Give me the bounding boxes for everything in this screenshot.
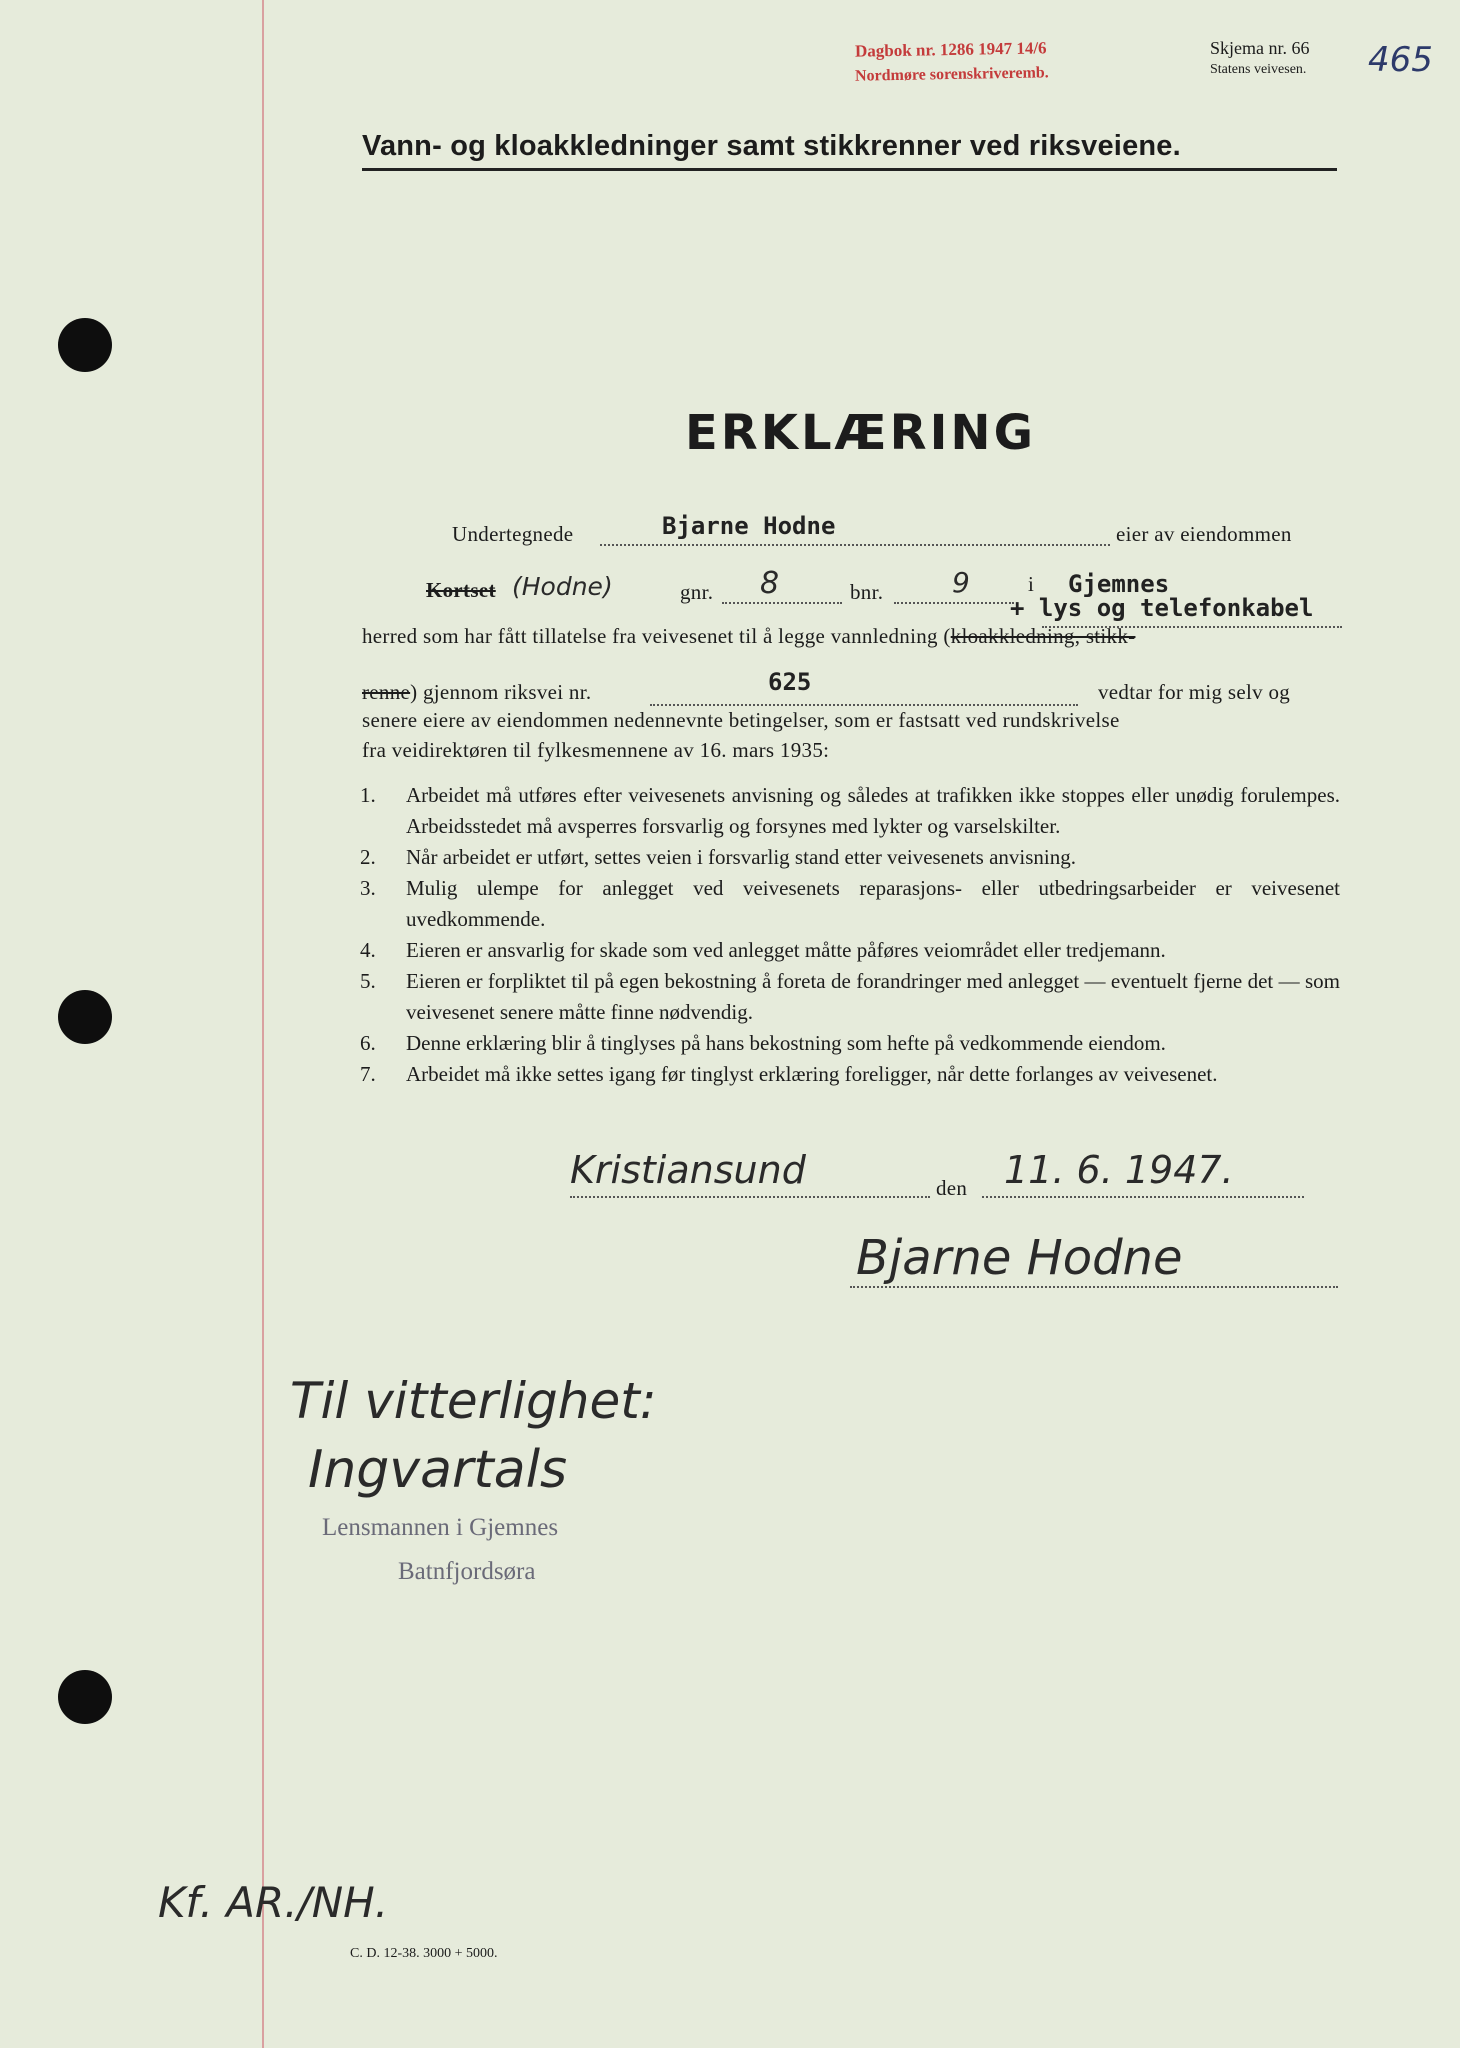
registry-stamp-line2: Nordmøre sorenskriveremb.	[854, 64, 1049, 85]
property-hand: (Hodne)	[512, 572, 613, 601]
term-number: 7.	[360, 1062, 376, 1086]
margin-line	[262, 0, 264, 2048]
eier-label: eier av eiendommen	[1116, 522, 1292, 546]
term-number: 4.	[360, 938, 376, 962]
print-code: C. D. 12-38. 3000 + 5000.	[350, 1946, 498, 1961]
municipality: Gjemnes	[1068, 570, 1170, 598]
place-fill	[570, 1196, 930, 1198]
gnr-label: gnr.	[680, 580, 714, 604]
page-title: ERKLÆRING	[685, 405, 1036, 461]
initials: Kf. AR./NH.	[158, 1878, 389, 1927]
term-number: 2.	[360, 845, 376, 869]
fra-line: fra veidirektøren til fylkesmennene av 16. mars 1935:	[362, 738, 830, 762]
gnr-fill	[722, 602, 842, 604]
senere-line: senere eiere av eiendommen nedennevnte betingelser, som er fastsatt ved rundskrivelse	[362, 708, 1120, 732]
lensmann-stamp-line2: Batnfjordsøra	[398, 1558, 536, 1585]
term-number: 3.	[360, 876, 376, 900]
form-agency: Statens veivesen.	[1210, 62, 1307, 77]
punch-hole	[58, 318, 112, 372]
term-item	[360, 1059, 1340, 1090]
road-number: 625	[768, 668, 812, 696]
date-fill	[982, 1196, 1304, 1198]
term-text: Når arbeidet er utført, settes veien i forsvarlig stand etter veivesenets anvisning.	[406, 845, 1077, 869]
vedtar-text: vedtar for mig selv og	[1098, 680, 1291, 704]
term-number: 5.	[360, 969, 376, 993]
term-item	[360, 1028, 1340, 1059]
bnr-value: 9	[952, 566, 970, 599]
owner-signature: Bjarne Hodne	[856, 1230, 1183, 1286]
signature-fill	[850, 1286, 1338, 1288]
struck-words-2: renne	[362, 680, 411, 704]
punch-hole	[58, 990, 112, 1044]
addition: + lys og telefonkabel	[1010, 594, 1314, 622]
term-text: Eieren er forpliktet til på egen bekostning å foreta de forandringer med anlegget — eventuelt fjerne det — som veivesenet senere måtte finne nødvendig.	[406, 969, 1340, 1024]
gjennom-text: ) gjennom riksvei nr.	[410, 680, 592, 704]
witness-signature: Ingvartals	[308, 1440, 568, 1500]
document-heading: Vann- og kloakkledninger samt stikkrenner ved riksveiene.	[362, 130, 1181, 162]
gnr-value: 8	[760, 566, 780, 601]
i-label: i	[1028, 572, 1035, 596]
herred-text: herred som har fått tillatelse fra veivesenet til å legge vannledning (	[362, 624, 951, 648]
term-text: Denne erklæring blir å tinglyses på hans bekostning som hefte på vedkommende eiendom.	[406, 1031, 1166, 1055]
lensmann-stamp-line1: Lensmannen i Gjemnes	[322, 1514, 559, 1541]
bnr-fill	[894, 602, 1014, 604]
terms-list	[360, 780, 1340, 1090]
term-item	[360, 780, 1340, 842]
heading-rule	[362, 168, 1337, 171]
owner-name-fill	[600, 544, 1110, 546]
owner-name: Bjarne Hodne	[662, 512, 836, 540]
term-text: Mulig ulempe for anlegget ved veivesenets reparasjons- eller utbedringsarbeider er veivesenet uvedkommende.	[406, 876, 1340, 931]
registry-stamp-line1: Dagbok nr. 1286 1947 14/6	[854, 38, 1047, 61]
undertegnede-label: Undertegnede	[452, 522, 574, 546]
gjennom-line	[362, 680, 591, 705]
struck-words: kloakkledning, stikk-	[950, 624, 1136, 648]
term-text: Arbeidet må utføres efter veivesenets anvisning og således at trafikken ikke stoppes eller unødig forulempes. Arbeidsstedet må avsperres forsvarlig og forsynes med lykter og varselskilter.	[406, 783, 1340, 838]
signing-place: Kristiansund	[570, 1148, 806, 1192]
herred-line	[362, 624, 1135, 649]
road-number-fill	[650, 704, 1078, 706]
signing-date: 11. 6. 1947.	[1004, 1148, 1234, 1192]
bnr-label: bnr.	[850, 580, 884, 604]
property-struck: Kortset	[426, 578, 496, 602]
term-item	[360, 873, 1340, 935]
witness-line1: Til vitterlighet:	[290, 1372, 657, 1430]
punch-hole	[58, 1670, 112, 1724]
den-label: den	[936, 1176, 968, 1200]
term-item	[360, 966, 1340, 1028]
term-text: Arbeidet må ikke settes igang før tinglyst erklæring foreligger, når dette forlanges av veivesenet.	[406, 1062, 1218, 1086]
page-number: 465	[1368, 40, 1433, 80]
term-item	[360, 935, 1340, 966]
term-item	[360, 842, 1340, 873]
term-number: 1.	[360, 783, 376, 807]
form-label: Skjema nr. 66	[1210, 38, 1310, 58]
term-number: 6.	[360, 1031, 376, 1055]
term-text: Eieren er ansvarlig for skade som ved anlegget måtte påføres veiområdet eller tredjemann.	[406, 938, 1166, 962]
